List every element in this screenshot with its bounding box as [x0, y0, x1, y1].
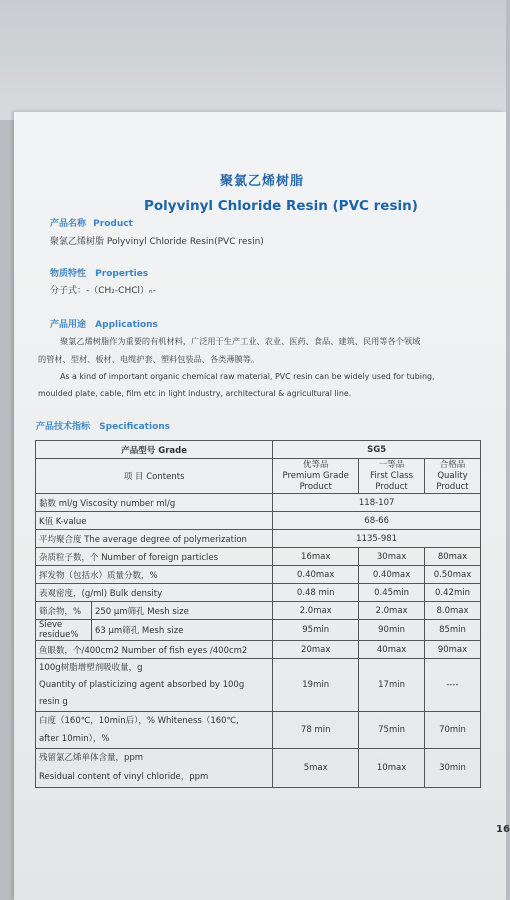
- header-first-en1: First Class: [370, 470, 414, 481]
- vcm-line1: 残留氯乙烯单体含量，ppm: [39, 753, 144, 763]
- volatile-label: 挥发物（包括水）质量分数，%: [36, 566, 273, 584]
- volatile-premium: 0.40max: [273, 566, 359, 584]
- mesh63-first: 90min: [359, 620, 425, 641]
- table-row: [36, 712, 481, 749]
- table-row-header: [36, 459, 481, 494]
- table-row: [36, 659, 481, 712]
- table-row: [36, 602, 481, 620]
- header-premium-en1: Premium Grade: [282, 470, 349, 481]
- header-quality-en1: Quality: [437, 470, 468, 481]
- properties-heading-en: Properties: [95, 269, 149, 279]
- foreign-first: 30max: [359, 548, 425, 566]
- title-chinese: 聚氯乙烯树脂: [220, 174, 305, 189]
- document-page: [14, 112, 510, 900]
- whiteness-quality: 70min: [425, 712, 481, 749]
- applications-en-line2: moulded plate, cable, film etc in light industry, architectural & agricultural line.: [38, 389, 352, 398]
- applications-en-line1: As a kind of important organic chemical raw material, PVC resin can be widely used for tubing,: [60, 372, 435, 381]
- density-first: 0.45min: [359, 584, 425, 602]
- kvalue-label: K值 K-value: [36, 512, 273, 530]
- specifications-table: [35, 440, 481, 788]
- whiteness-first: 75min: [359, 712, 425, 749]
- grade-label: 产品型号 Grade: [36, 441, 273, 459]
- whiteness-label: [36, 712, 273, 749]
- mesh250-label: 250 μm筛孔 Mesh size: [91, 602, 272, 620]
- molecular-formula: 分子式：-（CH₂-CHCl）ₙ-: [50, 286, 156, 296]
- contents-label: 项 目 Contents: [36, 459, 273, 494]
- page-number: 16: [496, 824, 510, 835]
- sieve-label-cn: 筛余物，%: [36, 602, 92, 620]
- kvalue-value: 68-66: [273, 512, 481, 530]
- applications-heading: [50, 317, 158, 330]
- header-first-cn: 一等品: [378, 459, 405, 470]
- header-premium: [273, 459, 359, 494]
- table-row: [36, 512, 481, 530]
- header-first-en2: Product: [375, 481, 408, 492]
- fisheyes-label: 鱼眼数，个/400cm2 Number of fish eyes /400cm2: [36, 641, 273, 659]
- table-row: [36, 548, 481, 566]
- polymerization-label: 平均聚合度 The average degree of polymerization: [36, 530, 273, 548]
- whiteness-line2: after 10min），%: [39, 734, 110, 744]
- title-english: Polyvinyl Chloride Resin (PVC resin): [144, 198, 418, 214]
- applications-cn-line1: 聚氯乙烯树脂作为重要的有机材料，广泛用于生产工业、农业、医药、食品、建筑、民用等各个领域: [60, 336, 421, 346]
- plasticizer-line1: 100g树脂增塑剂吸收量，g: [39, 662, 143, 673]
- grade-value: SG5: [273, 441, 481, 459]
- table-row-grade: [36, 441, 481, 459]
- plasticizer-label: [36, 659, 273, 712]
- whiteness-premium: 78 min: [273, 712, 359, 749]
- density-quality: 0.42min: [425, 584, 481, 602]
- table-row: [36, 749, 481, 788]
- applications-heading-en: Applications: [95, 320, 158, 330]
- header-premium-cn: 优等品: [302, 459, 329, 470]
- mesh250-first: 2.0max: [359, 602, 425, 620]
- whiteness-line1: 白度（160℃，10min后），% Whiteness（160℃,: [39, 716, 239, 726]
- product-heading: [50, 216, 133, 229]
- product-text: 聚氯乙烯树脂 Polyvinyl Chloride Resin(PVC resin): [50, 237, 264, 247]
- foreign-quality: 80max: [425, 548, 481, 566]
- product-heading-cn: 产品名称: [50, 219, 87, 229]
- plasticizer-line3: resin g: [39, 696, 68, 707]
- properties-heading-cn: 物质特性: [50, 269, 87, 279]
- foreign-premium: 16max: [273, 548, 359, 566]
- specifications-heading: [36, 419, 170, 432]
- product-heading-en: Product: [93, 219, 133, 229]
- vcm-premium: 5max: [273, 749, 359, 788]
- header-quality-cn: 合格品: [439, 459, 466, 470]
- foreign-label: 杂质粒子数，个 Number of foreign particles: [36, 548, 273, 566]
- table-row: [36, 584, 481, 602]
- table-row: [36, 641, 481, 659]
- density-premium: 0.48 min: [273, 584, 359, 602]
- background: [0, 0, 506, 120]
- mesh63-label: 63 μm筛孔 Mesh size: [91, 620, 272, 641]
- viscosity-label: 黏数 ml/g Viscosity number ml/g: [36, 494, 273, 512]
- viscosity-value: 118-107: [273, 494, 481, 512]
- mesh63-premium: 95min: [273, 620, 359, 641]
- applications-cn-line2: 的管材、型材、板材、电缆护套、塑料包装品、各类薄膜等。: [38, 354, 260, 364]
- fisheyes-quality: 90max: [425, 641, 481, 659]
- mesh63-quality: 85min: [425, 620, 481, 641]
- plasticizer-first: 17min: [359, 659, 425, 712]
- specifications-heading-en: Specifications: [99, 422, 171, 432]
- applications-heading-cn: 产品用途: [50, 320, 87, 330]
- plasticizer-quality: ----: [425, 659, 481, 712]
- volatile-quality: 0.50max: [425, 566, 481, 584]
- table-row: [36, 620, 481, 641]
- vcm-label: [36, 749, 273, 788]
- header-first-class: [359, 459, 425, 494]
- properties-heading: [50, 266, 148, 279]
- header-quality-en2: Product: [436, 481, 469, 492]
- volatile-first: 0.40max: [359, 566, 425, 584]
- vcm-line2: Residual content of vinyl chloride，ppm: [39, 772, 209, 782]
- polymerization-value: 1135-981: [273, 530, 481, 548]
- fisheyes-premium: 20max: [273, 641, 359, 659]
- plasticizer-premium: 19min: [273, 659, 359, 712]
- vcm-first: 10max: [359, 749, 425, 788]
- table-row: [36, 494, 481, 512]
- mesh250-premium: 2.0max: [273, 602, 359, 620]
- mesh250-quality: 8.0max: [425, 602, 481, 620]
- density-label: 表观密度，(g/ml) Bulk density: [36, 584, 273, 602]
- header-premium-en2: Product: [299, 481, 332, 492]
- plasticizer-line2: Quantity of plasticizing agent absorbed by 100g: [39, 679, 245, 690]
- table-row: [36, 566, 481, 584]
- sieve-label-en: Sieve residue%: [36, 620, 92, 641]
- header-quality: [425, 459, 481, 494]
- table-row: [36, 530, 481, 548]
- fisheyes-first: 40max: [359, 641, 425, 659]
- vcm-quality: 30min: [425, 749, 481, 788]
- specifications-heading-cn: 产品技术指标: [36, 422, 91, 432]
